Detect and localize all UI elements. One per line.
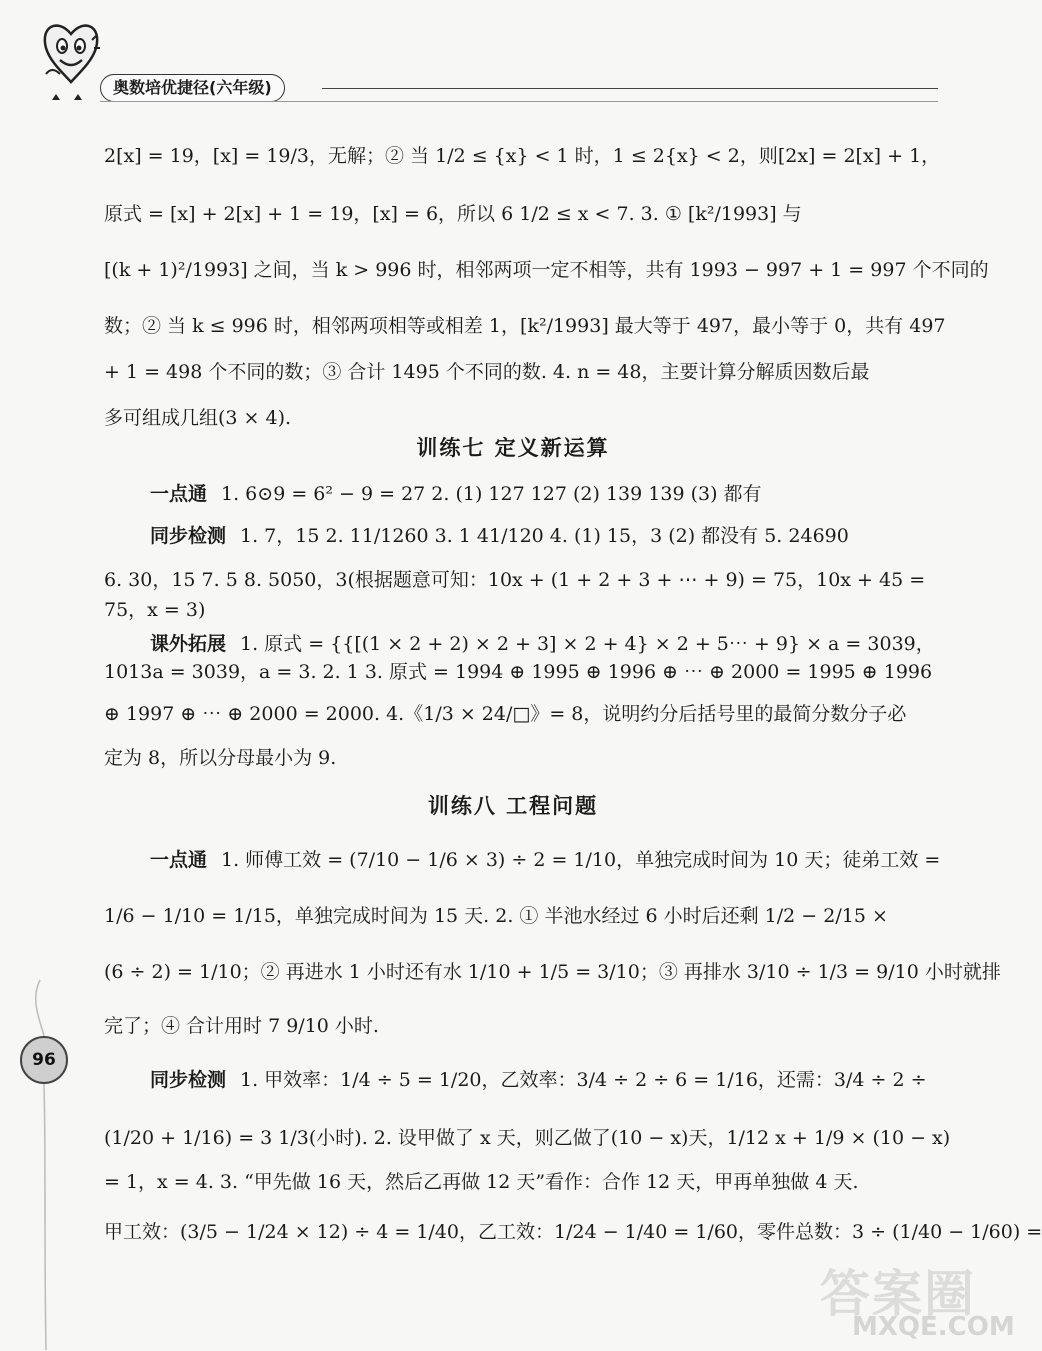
yidiantong-line [150,846,980,874]
page-number-badge: 96 [20,1036,68,1084]
text-line: 原式 = [x] + 2[x] + 1 = 19，[x] = 6，所以 6 1/2 ≤ x < 7. 3. ① [k²/1993] 与 [104,203,802,225]
header-rule-thin [100,101,938,102]
label-kewai: 课外拓展 [150,633,227,655]
text-line: 6. 30，15 7. 5 8. 5050，3(根据题意可知：10x + (1 + 2 + 3 + ⋯ + 9) = 75，10x + 45 = [104,569,926,591]
text-line: 多可组成几组(3 × 4). [104,407,292,429]
yidiantong-text: 1. 师傅工效 = (7/10 − 1/6 × 3) ÷ 2 = 1/10，单独完成时间为 10 天；徒弟工效 = [221,849,941,871]
tongbu-text: 1. 7，15 2. 11/1260 3. 1 41/120 4. (1) 15，3 (2) 都没有 5. 24690 [240,525,849,547]
section-heading-8: 训练八 工程问题 [427,794,599,818]
label-yidiantong: 一点通 [150,483,208,505]
mascot-icon [38,18,104,108]
text-line: (1/20 + 1/16) = 3 1/3(小时). 2. 设甲做了 x 天，则乙做了(10 − x)天，1/12 x + 1/9 × (10 − x) [104,1127,951,1149]
text-line: [(k + 1)²/1993] 之间，当 k > 996 时，相邻两项一定不相等，共有 1993 − 997 + 1 = 997 个不同的 [104,259,989,281]
label-tongbu: 同步检测 [150,1069,227,1091]
section-heading-7: 训练七 定义新运算 [416,436,610,460]
watermark-url: MXQE.COM [852,1312,1015,1342]
tongbu-text: 1. 甲效率：1/4 ÷ 5 = 1/20，乙效率：3/4 ÷ 2 ÷ 6 = 1/16，还需：3/4 ÷ 2 ÷ [240,1069,927,1091]
text-line: = 1，x = 4. 3. “甲先做 16 天，然后乙再做 12 天”看作：合作 12 天，甲再单独做 4 天. [104,1171,859,1193]
text-line: 75，x = 3) [104,599,206,621]
yidiantong-line [150,480,980,508]
tongbu-line [150,1066,980,1094]
text-line: ⊕ 1997 ⊕ ⋯ ⊕ 2000 = 2000. 4.《1/3 × 24/□》= 8，说明约分后括号里的最简分数分子必 [104,703,907,725]
text-line: 定为 8，所以分母最小为 9. [104,747,337,769]
header-rule [322,88,938,89]
book-title-badge: 奥数培优捷径(六年级) [100,74,285,102]
text-line: 数；② 当 k ≤ 996 时，相邻两项相等或相差 1，[k²/1993] 最大等于 497，最小等于 0，共有 497 [104,315,946,337]
text-line: (6 ÷ 2) = 1/10；② 再进水 1 小时还有水 1/10 + 1/5 = 3/10；③ 再排水 3/10 ÷ 1/3 = 9/10 小时就排 [104,961,1001,983]
watermark-logo: 答案圈 [820,1265,976,1323]
text-line: 2[x] = 19，[x] = 19/3，无解；② 当 1/2 ≤ {x} < 1 时，1 ≤ 2{x} < 2，则[2x] = 2[x] + 1， [104,145,941,167]
text-line: 完了；④ 合计用时 7 9/10 小时. [104,1015,379,1037]
text-line: 1013a = 3039，a = 3. 2. 1 3. 原式 = 1994 ⊕ 1995 ⊕ 1996 ⊕ ⋯ ⊕ 2000 = 1995 ⊕ 1996 [104,661,933,683]
text-line: 1/6 − 1/10 = 1/15，单独完成时间为 15 天. 2. ① 半池水经过 6 小时后还剩 1/2 − 2/15 × [104,905,888,927]
kewai-line [150,630,980,658]
label-tongbu: 同步检测 [150,525,227,547]
label-yidiantong: 一点通 [150,849,208,871]
yidiantong-text: 1. 6⊙9 = 6² − 9 = 27 2. (1) 127 127 (2) 139 139 (3) 都有 [221,483,762,505]
tongbu-line [150,522,980,550]
kewai-text: 1. 原式 = {{[(1 × 2 + 2) × 2 + 3] × 2 + 4} × 2 + 5⋯ + 9} × a = 3039， [240,633,935,655]
text-line: + 1 = 498 个不同的数；③ 合计 1495 个不同的数. 4. n = 48，主要计算分解质因数后最 [104,361,870,383]
text-line: 甲工效：(3/5 − 1/24 × 12) ÷ 4 = 1/40，乙工效：1/24 − 1/40 = 1/60，零件总数：3 ÷ (1/40 − 1/60) = [104,1221,1042,1243]
